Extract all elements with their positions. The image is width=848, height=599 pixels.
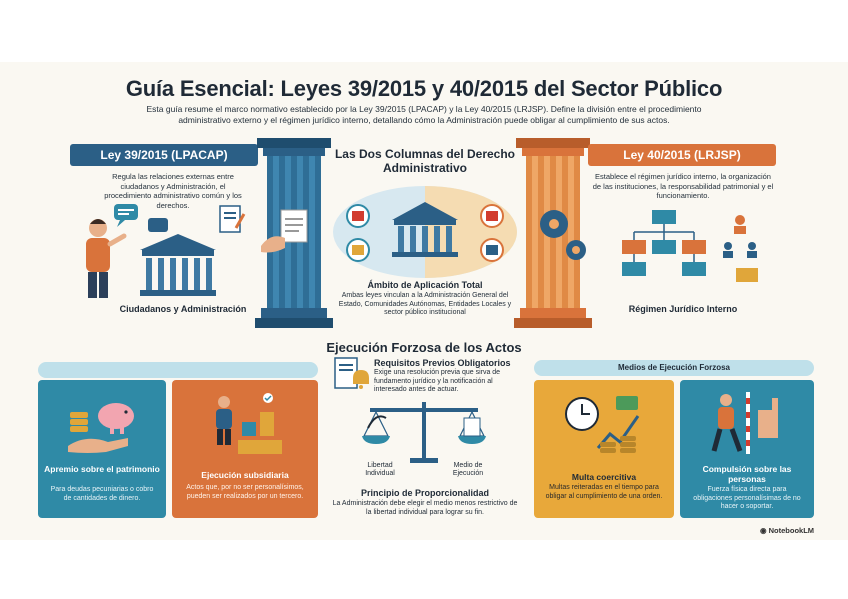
card-ejecucion-subsidiaria <box>172 380 318 518</box>
bell-icon <box>333 356 369 394</box>
ley-39-description: Regula las relaciones externas entre ciudadanos y Administración, el procedimiento administrativo común y los derechos. <box>104 172 242 210</box>
ley-39-banner: Ley 39/2015 (LPACAP) <box>70 144 258 166</box>
building-icon <box>140 234 216 296</box>
left-strip <box>38 362 318 378</box>
card-apremio <box>38 380 166 518</box>
notebook-brand <box>760 526 814 535</box>
clock-icon <box>560 390 650 462</box>
card-compulsion-title: Compulsión sobre las personas <box>702 464 792 484</box>
citizens-illustration <box>70 198 260 302</box>
ciudadanos-label: Ciudadanos y Administración <box>119 304 247 314</box>
right-pillar-icon <box>514 138 594 328</box>
intro-text: Esta guía resume el marco normativo establecido por la Ley 39/2015 (LPACAP) y la Ley 40/2015 (LRJSP). Define la división entre el procedimiento administrativo externo y el régimen jurídico interno, detallando cómo la Administración puede obligar al cumplimiento de sus actos. <box>146 104 702 125</box>
scale-icon <box>356 398 492 464</box>
medios-ejecucion-label: Medios de Ejecución Forzosa <box>534 360 814 376</box>
card-ejecucion-subsidiaria-title: Ejecución subsidiaria <box>201 470 289 480</box>
requisitos-title: Requisitos Previos Obligatorios <box>374 358 511 368</box>
org-chart-icon <box>612 206 782 296</box>
ley-40-banner: Ley 40/2015 (LRJSP) <box>588 144 776 166</box>
scale-left-label: Libertad Individual <box>365 462 395 477</box>
person-icon <box>86 219 124 298</box>
scope-description: Ambas leyes vinculan a la Administración General del Estado, Comunidades Autónomas, Entidades Locales y sector público institucional <box>338 292 512 316</box>
ejecucion-title: Ejecución Forzosa de los Actos <box>326 340 522 355</box>
page-title: Guía Esencial: Leyes 39/2015 y 40/2015 del Sector Público <box>125 76 723 101</box>
scale-right-label: Medio de Ejecución <box>452 462 484 477</box>
document-icon <box>220 206 244 232</box>
hand-stop-icon <box>702 390 794 460</box>
card-multa-coercitiva-title: Multa coercitiva <box>571 472 637 482</box>
card-multa-coercitiva <box>534 380 674 518</box>
notebook-brand-label: NotebookLM <box>768 526 815 535</box>
card-apremio-description: Para deudas pecuniarias o cobro de cantidades de dinero. <box>50 486 154 502</box>
card-apremio-title: Apremio sobre el patrimonio <box>44 464 160 474</box>
regimen-label: Régimen Jurídico Interno <box>628 304 738 314</box>
ley-40-description: Establece el régimen jurídico interno, la organización de las instituciones, la responsabilidad patrimonial y el funcionamiento. <box>592 172 774 200</box>
left-pillar-icon <box>255 138 335 328</box>
chat-bubble-icon <box>114 204 168 232</box>
proporcionalidad-description: La Administración debe elegir el medio menos restrictivo de la libertad individual para lograr su fin. <box>332 500 518 516</box>
card-ejecucion-subsidiaria-description: Actos que, por no ser personalísimos, pueden ser realizados por un tercero. <box>186 484 304 500</box>
requisitos-description: Exige una resolución previa que sirva de fundamento jurídico y la notificación al interesado antes de actuar. <box>374 369 501 393</box>
card-compulsion <box>680 380 814 518</box>
scope-title: Ámbito de Aplicación Total <box>367 280 483 290</box>
scope-illustration <box>330 180 520 280</box>
card-multa-coercitiva-description: Multas reiteradas en el tiempo para obligar al cumplimiento de una orden. <box>545 484 663 500</box>
piggy-bank-icon <box>64 390 140 454</box>
proporcionalidad-title: Principio de Proporcionalidad <box>360 488 490 498</box>
worker-icon <box>202 392 288 458</box>
card-compulsion-description: Fuerza física directa para obligaciones personalísimas de no hacer o soportar. <box>693 486 801 510</box>
center-title: Las Dos Columnas del Derecho Administrativo <box>334 147 516 175</box>
notebook-logo-icon: ◉ <box>760 526 769 535</box>
